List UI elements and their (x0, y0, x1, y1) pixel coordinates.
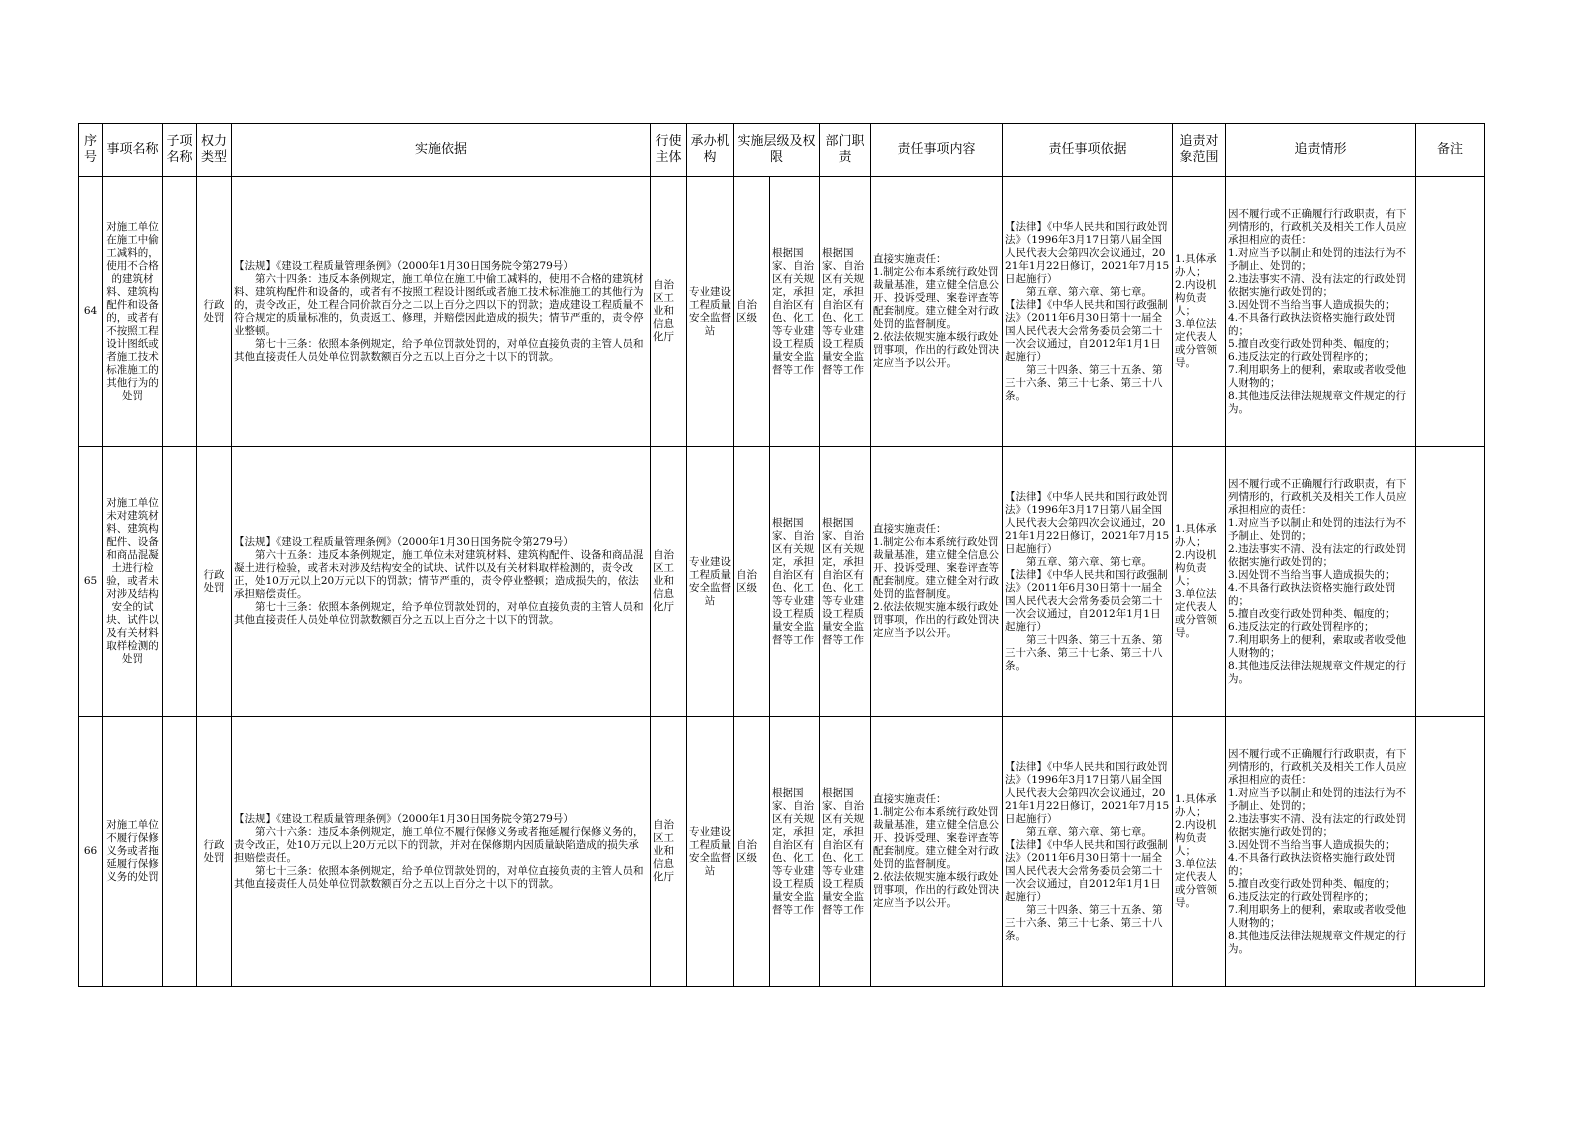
cell-remark (1416, 717, 1485, 987)
cell-level: 自治区级 (734, 717, 770, 987)
cell-content-basis: 【法律】《中华人民共和国行政处罚法》（1996年3月17日第八届全国人民代表大会第四次会议通过，2021年1月22日修订，2021年7月15日起施行） 第五章、第六章、第七章。 【法律】《中华人民共和国行政强制法》（2011年6月30日第十一届全国人民代表大会常务委员会第二十一次会议通过，自2012年1月1日起施行） 第三十四条、第三十五条、第三十六条、第三十七条、第三十八条。 (1003, 177, 1173, 447)
cell-authority: 根据国家、自治区有关规定，承担自治区有色、化工等专业建设工程质量安全监督等工作 (770, 447, 820, 717)
cell-basis: 【法规】《建设工程质量管理条例》（2000年1月30日国务院令第279号） 第六十六条：违反本条例规定，施工单位不履行保修义务或者拖延履行保修义务的，责令改正，处10万元以上20万元以下的罚款，并对在保修期内因质量缺陷造成的损失承担赔偿责任。 第七十三条：依照本条例规定，给予单位罚款处罚的，对单位直接负责的主管人员和其他直接责任人员处单位罚款数额百分之五以上百分之十以下的罚款。 (232, 717, 651, 987)
cell-sub-name (163, 447, 197, 717)
cell-duty: 根据国家、自治区有关规定，承担自治区有色、化工等专业建设工程质量安全监督等工作 (820, 717, 871, 987)
cell-agency: 专业建设工程质量安全监督站 (687, 717, 734, 987)
cell-level: 自治区级 (734, 177, 770, 447)
cell-level: 自治区级 (734, 447, 770, 717)
header-content: 责任事项内容 (871, 124, 1003, 177)
cell-duty: 根据国家、自治区有关规定，承担自治区有色、化工等专业建设工程质量安全监督等工作 (820, 447, 871, 717)
header-agency: 承办机构 (687, 124, 734, 177)
cell-subject: 自治区工业和信息化厅 (651, 177, 687, 447)
header-scope: 追责对象范围 (1173, 124, 1226, 177)
header-power-type: 权力类型 (197, 124, 232, 177)
cell-circumstances: 因不履行或不正确履行行政职责，有下列情形的，行政机关及相关工作人员应承担相应的责任： 1.对应当予以制止和处罚的违法行为不予制止、处罚的； 2.违法事实不清、没有法定的行政处罚依据实施行政处罚的； 3.因处罚不当给当事人造成损失的； 4.不具备行政执法资格实施行政处罚的； 5.擅自改变行政处罚种类、幅度的； 6.违反法定的行政处罚程序的； 7.利用职务上的便利，索取或者收受他人财物的； 8.其他违反法律法规规章文件规定的行为。 (1226, 177, 1416, 447)
header-remark: 备注 (1416, 124, 1485, 177)
cell-agency: 专业建设工程质量安全监督站 (687, 447, 734, 717)
header-sub-name: 子项名称 (163, 124, 197, 177)
cell-content-basis: 【法律】《中华人民共和国行政处罚法》（1996年3月17日第八届全国人民代表大会第四次会议通过，2021年1月22日修订，2021年7月15日起施行） 第五章、第六章、第七章。 【法律】《中华人民共和国行政强制法》（2011年6月30日第十一届全国人民代表大会常务委员会第二十一次会议通过，自2012年1月1日起施行） 第三十四条、第三十五条、第三十六条、第三十七条、第三十八条。 (1003, 717, 1173, 987)
header-basis: 实施依据 (232, 124, 651, 177)
cell-no: 66 (79, 717, 103, 987)
cell-sub-name (163, 717, 197, 987)
cell-scope: 1.具体承办人； 2.内设机构负责人； 3.单位法定代表人或分管领导。 (1173, 447, 1226, 717)
cell-no: 65 (79, 447, 103, 717)
cell-duty: 根据国家、自治区有关规定，承担自治区有色、化工等专业建设工程质量安全监督等工作 (820, 177, 871, 447)
cell-scope: 1.具体承办人； 2.内设机构负责人； 3.单位法定代表人或分管领导。 (1173, 177, 1226, 447)
cell-item-name: 对施工单位在施工中偷工减料的，使用不合格的建筑材料、建筑构配件和设备的，或者有不按照工程设计图纸或者施工技术标准施工的其他行为的处罚 (103, 177, 163, 447)
header-item-name: 事项名称 (103, 124, 163, 177)
header-level: 实施层级及权限 (734, 124, 820, 177)
header-row (79, 124, 1485, 177)
cell-remark (1416, 447, 1485, 717)
cell-no: 64 (79, 177, 103, 447)
cell-content: 直接实施责任： 1.制定公布本系统行政处罚裁量基准，建立健全信息公开、投诉受理、案卷评查等配套制度。建立健全对行政处罚的监督制度。 2.依法依规实施本级行政处罚事项，作出的行政处罚决定应当予以公开。 (871, 717, 1003, 987)
table-row (79, 177, 1485, 447)
cell-authority: 根据国家、自治区有关规定，承担自治区有色、化工等专业建设工程质量安全监督等工作 (770, 717, 820, 987)
header-no: 序号 (79, 124, 103, 177)
cell-remark (1416, 177, 1485, 447)
header-circumstances: 追责情形 (1226, 124, 1416, 177)
cell-scope: 1.具体承办人； 2.内设机构负责人； 3.单位法定代表人或分管领导。 (1173, 717, 1226, 987)
cell-subject: 自治区工业和信息化厅 (651, 447, 687, 717)
cell-circumstances: 因不履行或不正确履行行政职责，有下列情形的，行政机关及相关工作人员应承担相应的责任： 1.对应当予以制止和处罚的违法行为不予制止、处罚的； 2.违法事实不清、没有法定的行政处罚依据实施行政处罚的； 3.因处罚不当给当事人造成损失的； 4.不具备行政执法资格实施行政处罚的； 5.擅自改变行政处罚种类、幅度的； 6.违反法定的行政处罚程序的； 7.利用职务上的便利，索取或者收受他人财物的； 8.其他违反法律法规规章文件规定的行为。 (1226, 447, 1416, 717)
cell-power-type: 行政处罚 (197, 177, 232, 447)
cell-agency: 专业建设工程质量安全监督站 (687, 177, 734, 447)
cell-content-basis: 【法律】《中华人民共和国行政处罚法》（1996年3月17日第八届全国人民代表大会第四次会议通过，2021年1月22日修订，2021年7月15日起施行） 第五章、第六章、第七章。 【法律】《中华人民共和国行政强制法》（2011年6月30日第十一届全国人民代表大会常务委员会第二十一次会议通过，自2012年1月1日起施行） 第三十四条、第三十五条、第三十六条、第三十七条、第三十八条。 (1003, 447, 1173, 717)
table-row (79, 717, 1485, 987)
header-duty: 部门职责 (820, 124, 871, 177)
header-subject: 行使主体 (651, 124, 687, 177)
cell-subject: 自治区工业和信息化厅 (651, 717, 687, 987)
cell-circumstances: 因不履行或不正确履行行政职责，有下列情形的，行政机关及相关工作人员应承担相应的责任： 1.对应当予以制止和处罚的违法行为不予制止、处罚的； 2.违法事实不清、没有法定的行政处罚依据实施行政处罚的； 3.因处罚不当给当事人造成损失的； 4.不具备行政执法资格实施行政处罚的； 5.擅自改变行政处罚种类、幅度的； 6.违反法定的行政处罚程序的； 7.利用职务上的便利，索取或者收受他人财物的； 8.其他违反法律法规规章文件规定的行为。 (1226, 717, 1416, 987)
power-list-table (78, 123, 1485, 987)
cell-content: 直接实施责任： 1.制定公布本系统行政处罚裁量基准，建立健全信息公开、投诉受理、案卷评查等配套制度。建立健全对行政处罚的监督制度。 2.依法依规实施本级行政处罚事项，作出的行政处罚决定应当予以公开。 (871, 447, 1003, 717)
cell-item-name: 对施工单位不履行保修义务或者拖延履行保修义务的处罚 (103, 717, 163, 987)
cell-item-name: 对施工单位未对建筑材料、建筑构配件、设备和商品混凝土进行检验，或者未对涉及结构安全的试块、试件以及有关材料取样检测的处罚 (103, 447, 163, 717)
cell-authority: 根据国家、自治区有关规定，承担自治区有色、化工等专业建设工程质量安全监督等工作 (770, 177, 820, 447)
cell-power-type: 行政处罚 (197, 717, 232, 987)
table-row (79, 447, 1485, 717)
cell-basis: 【法规】《建设工程质量管理条例》（2000年1月30日国务院令第279号） 第六十四条：违反本条例规定，施工单位在施工中偷工减料的，使用不合格的建筑材料、建筑构配件和设备的，或者有不按照工程设计图纸或者施工技术标准施工的其他行为的，责令改正，处工程合同价款百分之二以上百分之四以下的罚款；造成建设工程质量不符合规定的质量标准的，负责返工、修理，并赔偿因此造成的损失；情节严重的，责令停业整顿。 第七十三条：依照本条例规定，给予单位罚款处罚的，对单位直接负责的主管人员和其他直接责任人员处单位罚款数额百分之五以上百分之十以下的罚款。 (232, 177, 651, 447)
header-content-basis: 责任事项依据 (1003, 124, 1173, 177)
cell-power-type: 行政处罚 (197, 447, 232, 717)
cell-basis: 【法规】《建设工程质量管理条例》（2000年1月30日国务院令第279号） 第六十五条：违反本条例规定，施工单位未对建筑材料、建筑构配件、设备和商品混凝土进行检验，或者未对涉及结构安全的试块、试件以及有关材料取样检测的，责令改正，处10万元以上20万元以下的罚款；情节严重的，责令停业整顿；造成损失的，依法承担赔偿责任。 第七十三条：依照本条例规定，给予单位罚款处罚的，对单位直接负责的主管人员和其他直接责任人员处单位罚款数额百分之五以上百分之十以下的罚款。 (232, 447, 651, 717)
cell-sub-name (163, 177, 197, 447)
cell-content: 直接实施责任： 1.制定公布本系统行政处罚裁量基准，建立健全信息公开、投诉受理、案卷评查等配套制度。建立健全对行政处罚的监督制度。 2.依法依规实施本级行政处罚事项，作出的行政处罚决定应当予以公开。 (871, 177, 1003, 447)
